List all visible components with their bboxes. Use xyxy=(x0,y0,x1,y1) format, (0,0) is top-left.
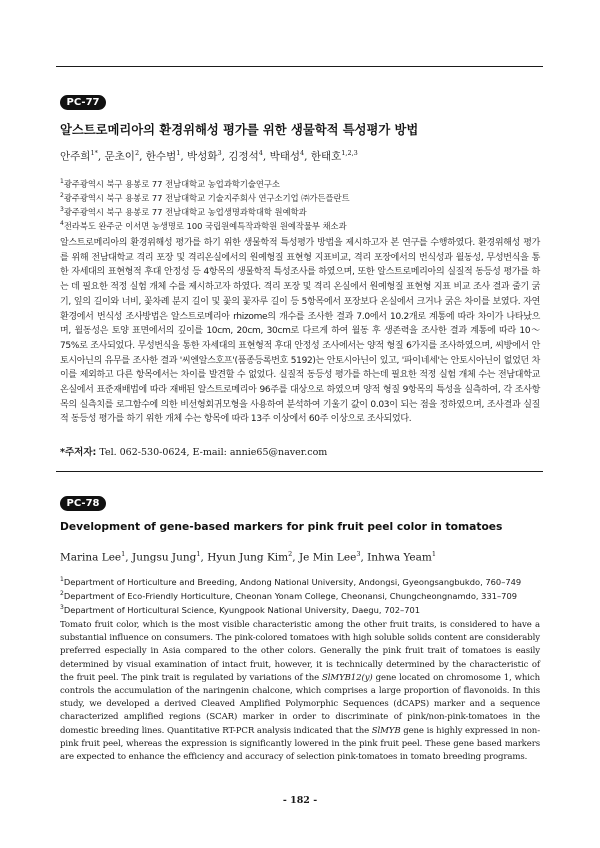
affiliation-marker: 3 xyxy=(60,206,64,214)
affiliation-line xyxy=(60,204,540,218)
abstract-text: gene located on chromosome 1, which controls the accumulation of the naringenin chalcone, which comprises a large proportion of flavonoids. In this study, we developed a derived Cleaved Amplified Polymorphic Sequences (dCAPS) marker and a sequence characterized amplified regions (SCAR) marker in order to discriminate of pink/non-pink-tomatoes in the domestic breeding lines. Quantitative RT-PCR analysis indicated that the xyxy=(60,672,540,736)
author-affiliation-marker: 4 xyxy=(300,149,305,157)
author-affiliation-marker: 1 xyxy=(196,550,201,558)
abstract-title: Development of gene-based markers for pink fruit peel color in tomatoes xyxy=(60,520,503,533)
author-affiliation-marker: 4 xyxy=(258,149,263,157)
author-name: 문초이 xyxy=(104,150,135,163)
affiliation-text: Department of Horticultural Science, Kyungpook National University, Daegu, 702–701 xyxy=(63,604,421,615)
author-name: Marina Lee xyxy=(60,551,122,564)
corresponding-author xyxy=(60,444,327,458)
author-affiliation-marker: 3 xyxy=(217,149,222,157)
author-name: 박태성 xyxy=(269,150,301,163)
affiliation-text: 전라북도 완주군 이서면 농생명로 100 국립원예특작과학원 원예작물부 채소과 xyxy=(63,220,347,231)
abstract-text: Tomato fruit color, which is the most visible characteristic among the other fruit traits, is considered to have a substantial influence on consumers. The pink-colored tomatoes with high soluble solids content are considerably preferred especially in Asia compared to the other colors. Generally the pink fruit trait of tomatoes is easily determined by visual examination of intact fruit, however, it is technically determined by the characteristic of the fruit peel. The pink trait is regulated by variations of the xyxy=(60,620,540,683)
author-affiliation-marker: 2 xyxy=(134,149,140,157)
author-name: 안주희 xyxy=(60,150,91,163)
affiliation-text: Department of Eco-Friendly Horticulture, Cheonan Yonam College, Cheonansi, Chungcheongnamdo, 331–709 xyxy=(63,590,517,601)
author-affiliation-marker: 3 xyxy=(356,550,361,558)
affiliation-marker: 1 xyxy=(60,576,64,583)
affiliation-line xyxy=(60,176,540,190)
author-name: 한태호 xyxy=(310,150,342,163)
affiliation-text: 광주광역시 북구 용봉로 77 전남대학교 농업과학기술연구소 xyxy=(63,178,280,189)
affiliation-text: Department of Horticulture and Breeding, Andong National University, Andongsi, Gyeongsangbukdo, 760–749 xyxy=(63,576,522,587)
affiliation-list xyxy=(60,574,540,616)
gene-name: SlMYB12(y) xyxy=(322,672,373,683)
abstract-text: gene is highly expressed in non-pink fruit peel, whereas the expression is significantly lowered in the pink fruit peel. These gene based markers are expected to enhance the efficiency and accuracy of selection pink-tomatoes in tomato breeding programs. xyxy=(60,725,540,763)
author-name: 김정석 xyxy=(228,150,259,163)
affiliation-text: 광주광역시 북구 용봉로 77 전남대학교 농업생명과학대학 원예학과 xyxy=(63,206,307,217)
affiliation-line xyxy=(60,218,540,232)
author-affiliation-marker: 1 xyxy=(121,550,126,558)
author-name: Je Min Lee xyxy=(298,551,357,564)
author-name: 한수범 xyxy=(145,150,177,163)
author-list: 안주희$^{1*}$, 문초이$^2$, 한수범$^1$, 박성화$^3$, 김정석$^4$, 박태성$^4$, 한태호$^{1,2,3}$ xyxy=(60,149,358,163)
author-affiliation-marker: 2 xyxy=(288,550,293,558)
author-list: Marina Lee$^1$, Jungsu Jung$^1$, Hyun Jung Kim$^2$, Je Min Lee$^3$, Inhwa Yeam$^1$ xyxy=(60,550,437,564)
affiliation-marker: 3 xyxy=(60,604,64,612)
contact-label: *주저자: xyxy=(60,447,97,458)
gene-name: SlMYB xyxy=(371,725,401,736)
author-affiliation-marker: 1,2,3 xyxy=(341,149,358,157)
author-name: Inhwa Yeam xyxy=(367,551,432,564)
author-affiliation-marker: 1 xyxy=(176,149,181,157)
affiliation-marker: 2 xyxy=(60,590,64,598)
top-rule xyxy=(56,66,543,67)
affiliation-line xyxy=(60,190,540,204)
affiliation-line xyxy=(60,602,540,616)
abstract-id-badge: PC-78 xyxy=(60,496,106,511)
affiliation-line xyxy=(60,588,540,602)
page-number: - 182 - xyxy=(282,795,318,806)
author-name: Hyun Jung Kim xyxy=(207,551,289,564)
affiliation-text: 광주광역시 북구 용봉로 77 전남대학교 기술지주회사 연구소기업 ㈜가든플란트 xyxy=(63,192,350,203)
affiliation-line xyxy=(60,574,540,588)
affiliation-marker: 1 xyxy=(60,178,64,185)
author-name: 박성화 xyxy=(187,150,218,163)
affiliation-list xyxy=(60,176,540,232)
contact-info: Tel. 062-530-0624, E-mail: annie65@naver.com xyxy=(99,447,328,458)
affiliation-marker: 2 xyxy=(60,192,64,200)
abstract-id-badge: PC-77 xyxy=(60,95,106,110)
abstract-body: 알스트로메리아의 환경위해성 평가를 하기 위한 생물학적 특성평가 방법을 제시하고자 본 연구를 수행하였다. 환경위해성 평가를 위해 전남대학교 격리 포장 및 격리온실에서의 원예형질 표현형 지표비교, 격리 포장에서의 번식성과 월동성, 무성번식을 통한 자세대의 표현형적 후대 안정성 등 4항목의 생물학적 특성조사를 하였으며, 또한 알스트로메리아의 실질적 동등성 평가를 하는 데 필요한 적정 실험 개체 수를 제시하고자 하였다. 격리 포장 및 격리 온실에서 원예형질 표현형 지표 비교 조사 결과 줄기 굵기, 잎의 길이와 너비, 꽃차례 분지 길이 및 꽃의 꽃자루 길이 등 5항목에서 포장보다 온실에서 크거나 굵은 차이를 보였다. 자연환경에서 번식성 조사방법은 알스트로메리아 rhizome의 개수를 조사한 결과 7.0에서 10.2개로 계통에 따라 차이가 나타났으며, 월동성은 토양 표면에서의 깊이를 10cm, 20cm, 30cm로 다르게 하여 월동 후 생존력을 조사한 결과 계통에 따라 10～75%로 조사되었다. 무성번식을 통한 자세대의 표현형적 후대 안정성 조사에서는 양적 형질 6가지를 조사하였으며, 씨방에서 안토시아닌의 유무를 조사한 결과 '씨엔알스호프'(품종등록번호 5192)는 안토시아닌이 있고, '파이네세'는 안토시아닌이 없었던 차이를 제외하고 다른 항목에서는 차이를 발견할 수 없었다. 실질적 동등성 평가를 하는데 필요한 적정 실험 개체 수는 전남대학교 온실에서 표준재배법에 따라 재배된 알스트로메리아 96주를 대상으로 하였으며 양적 형질 9항목의 특성을 실측하여, 각 조사항목의 실측치를 로그함수에 의한 비선형회귀모형을 사용하여 분석하여 기울기 값이 0.03이 되는 점을 정하였으며, 조사결과 실질적 동등성 평가를 하기 위한 개체 수는 항목에 따라 13주 이상에서 60주 이상으로 조사되었다. xyxy=(60,238,540,425)
author-name: Jungsu Jung xyxy=(131,551,197,564)
abstract-body xyxy=(60,619,540,764)
affiliation-marker: 4 xyxy=(60,220,64,228)
abstract-title: 알스트로메리아의 환경위해성 평가를 위한 생물학적 특성평가 방법 xyxy=(60,123,419,137)
section-divider xyxy=(56,471,543,472)
author-affiliation-marker: 1* xyxy=(90,149,98,157)
author-affiliation-marker: 1 xyxy=(431,550,437,558)
